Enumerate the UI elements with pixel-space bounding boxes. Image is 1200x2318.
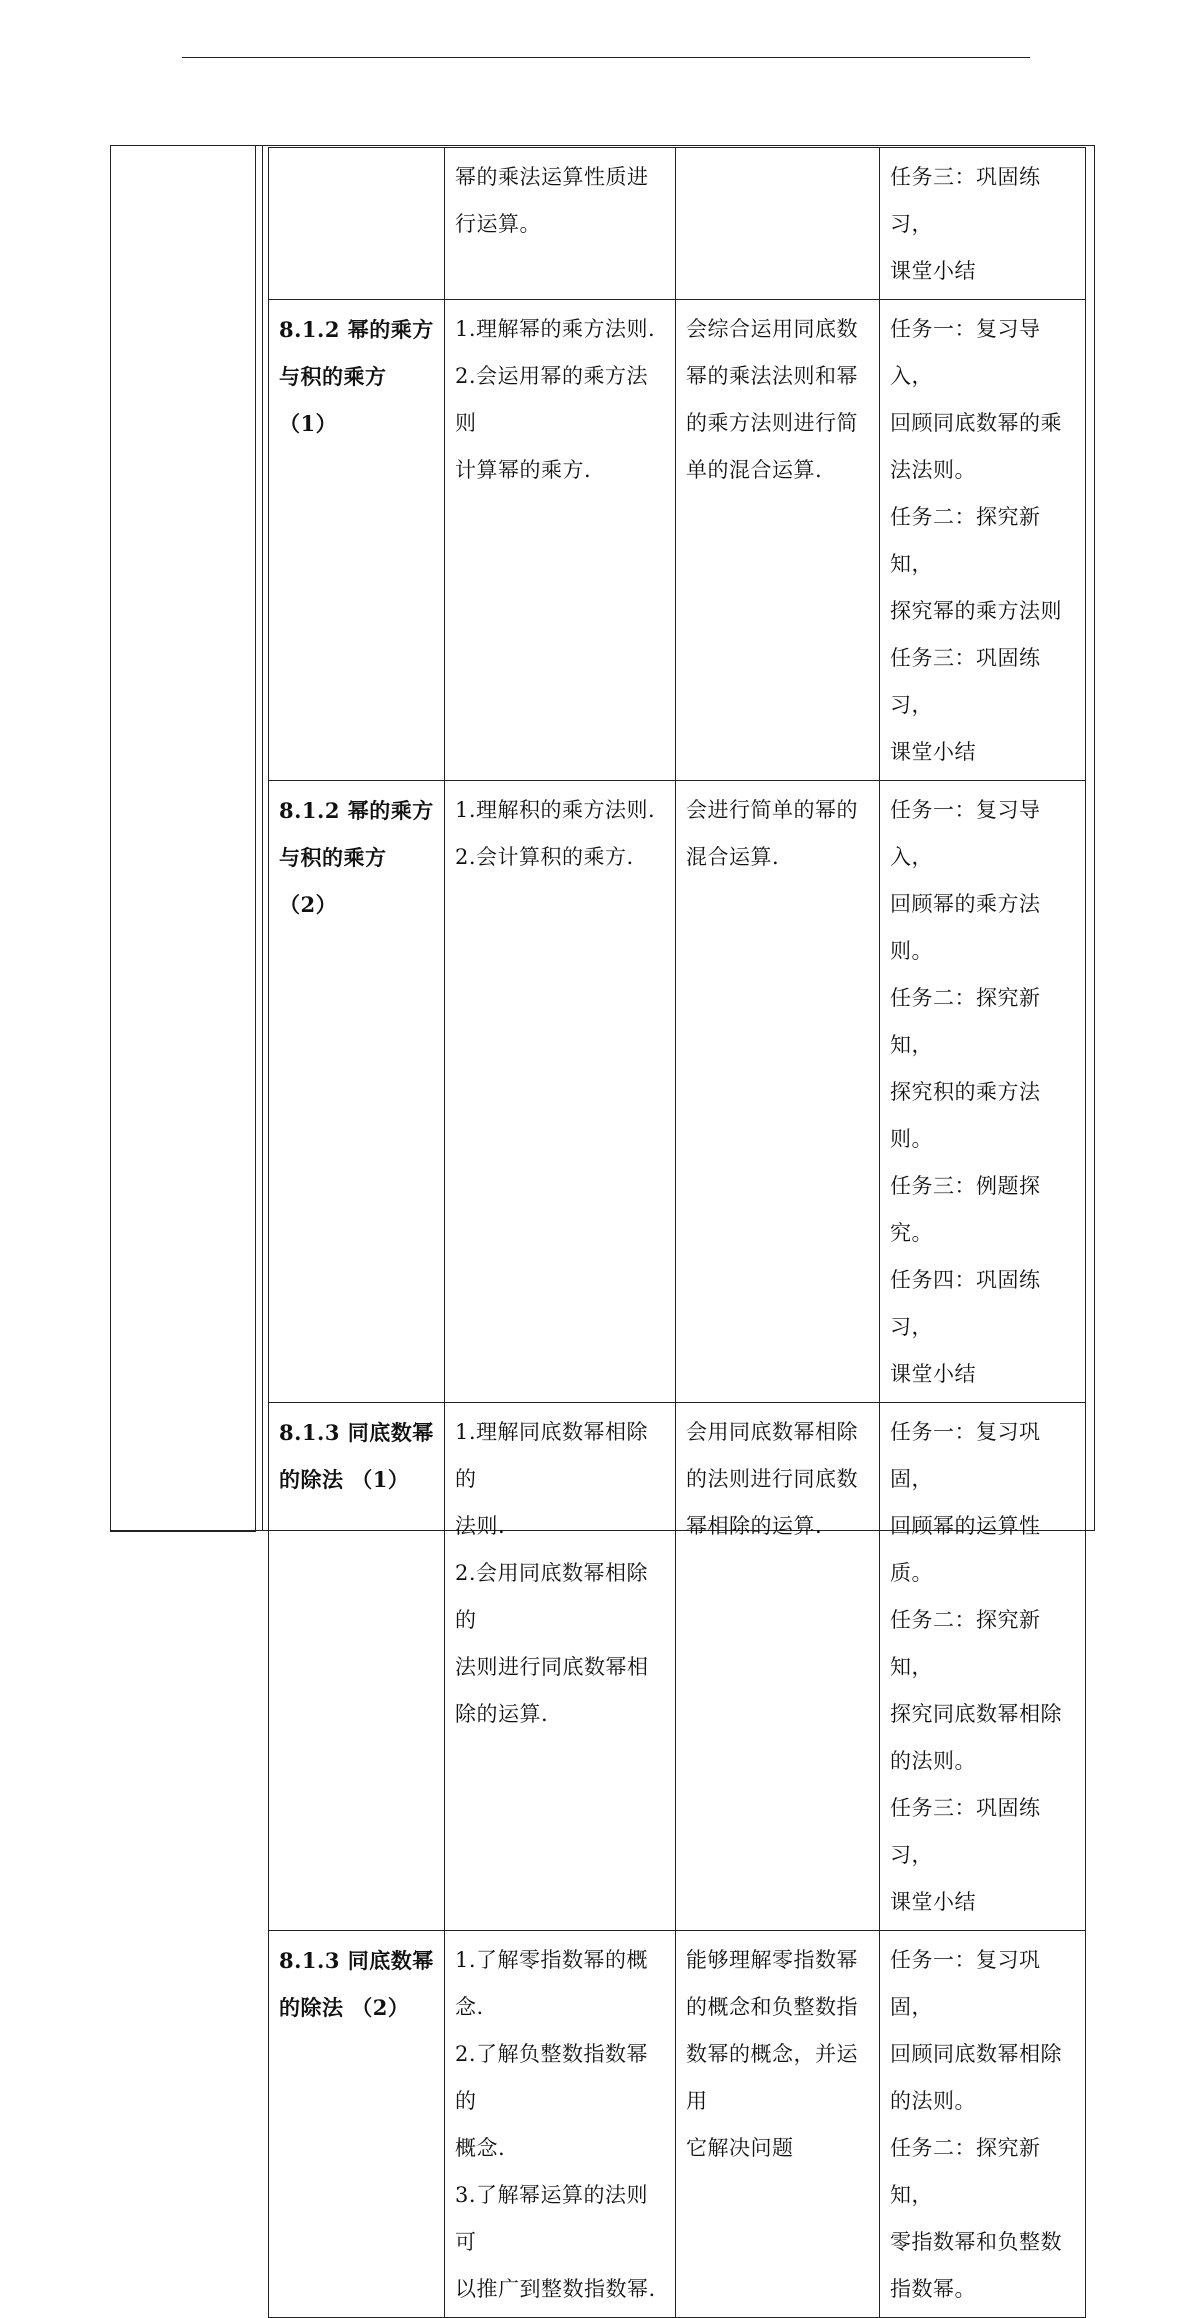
table-row [269, 148, 1086, 300]
cell-line: 1.理解幂的乘方法则. [455, 317, 656, 341]
cell-line: 任务三：巩固练习， [890, 165, 1041, 236]
cell-line: 任务二：探究新知， [890, 986, 1041, 1057]
difficulty-cell [676, 781, 880, 1403]
objectives-cell [445, 1931, 676, 2318]
cell-line: 任务一：复习巩固， [890, 1948, 1041, 2019]
table-frame-divider [255, 145, 256, 1530]
cell-line: 任务三：巩固练习， [890, 1796, 1041, 1867]
cell-line: 会用同底数幂相除 [686, 1420, 858, 1444]
cell-line: 8.1.3 同底数幂 [279, 1948, 434, 1973]
tasks-cell [880, 300, 1086, 781]
cell-line: 课堂小结 [890, 740, 976, 764]
cell-line: 的法则进行同底数 [686, 1467, 858, 1491]
cell-line: 数幂的概念，并运用 [686, 2042, 858, 2113]
cell-line: 探究同底数幂相除 [890, 1702, 1062, 1726]
table-frame-top [110, 145, 1095, 146]
cell-line: 探究积的乘方法则。 [890, 1080, 1041, 1151]
cell-line: 法法则。 [890, 458, 976, 482]
cell-line: 任务三：巩固练习， [890, 646, 1041, 717]
lesson-title-cell [269, 1403, 445, 1931]
cell-line: 的除法 （1） [279, 1467, 410, 1492]
cell-line: 回顾同底数幂的乘 [890, 411, 1062, 435]
cell-line: 探究幂的乘方法则 [890, 599, 1062, 623]
cell-line: 8.1.2 幂的乘方 [279, 317, 434, 342]
cell-line: 课堂小结 [890, 1362, 976, 1386]
table-row [269, 1403, 1086, 1931]
cell-line: 会进行简单的幂的 [686, 798, 858, 822]
cell-line: 任务四：巩固练习， [890, 1268, 1041, 1339]
cell-line: 8.1.3 同底数幂 [279, 1420, 434, 1445]
tasks-cell [880, 1931, 1086, 2318]
cell-line: 回顾幂的运算性质。 [890, 1514, 1041, 1585]
difficulty-cell [676, 148, 880, 300]
cell-line: 2.了解负整数指数幂的 [455, 2042, 649, 2113]
cell-line: 零指数幂和负整数 [890, 2230, 1062, 2254]
table-row [269, 781, 1086, 1403]
header-rule [182, 57, 1030, 58]
table-frame-divider [262, 145, 263, 1530]
cell-line: 任务二：探究新知， [890, 2136, 1041, 2207]
tasks-cell [880, 1403, 1086, 1931]
cell-line: 法则进行同底数幂相 [455, 1655, 649, 1679]
cell-line: 任务一：复习巩固， [890, 1420, 1041, 1491]
cell-line: 除的运算. [455, 1702, 549, 1726]
cell-line: 以推广到整数指数幂. [455, 2277, 656, 2301]
objectives-cell [445, 148, 676, 300]
cell-line: 任务一：复习导入， [890, 798, 1041, 869]
lesson-title-cell [269, 300, 445, 781]
objectives-cell [445, 781, 676, 1403]
difficulty-cell [676, 1403, 880, 1931]
cell-line: 计算幂的乘方. [455, 458, 592, 482]
cell-line: 任务二：探究新知， [890, 1608, 1041, 1679]
lesson-title-cell [269, 781, 445, 1403]
cell-line: 与积的乘方（2） [279, 845, 387, 917]
cell-line: 混合运算. [686, 845, 780, 869]
cell-line: 课堂小结 [890, 1890, 976, 1914]
table-frame-left-column [110, 145, 256, 1532]
cell-line: 2.会运用幂的乘方法则 [455, 364, 649, 435]
cell-line: 的法则。 [890, 2089, 976, 2113]
cell-line: 任务一：复习导入， [890, 317, 1041, 388]
lesson-title-cell [269, 148, 445, 300]
cell-line: 指数幂。 [890, 2277, 976, 2301]
cell-line: 单的混合运算. [686, 458, 823, 482]
cell-line: 1.了解零指数幂的概 [455, 1948, 649, 1972]
cell-line: 幂相除的运算. [686, 1514, 823, 1538]
cell-line: 的概念和负整数指 [686, 1995, 858, 2019]
cell-line: 1.理解积的乘方法则. [455, 798, 656, 822]
cell-line: 幂的乘法法则和幂 [686, 364, 858, 388]
lesson-title-cell [269, 1931, 445, 2318]
cell-line: 与积的乘方（1） [279, 364, 387, 436]
table-row [269, 300, 1086, 781]
cell-line: 回顾幂的乘方法则。 [890, 892, 1041, 963]
cell-line: 幂的乘法运算性质进 [455, 165, 649, 189]
table-frame-right [1094, 145, 1095, 1530]
table-row [269, 1931, 1086, 2318]
cell-line: 念. [455, 1995, 484, 2019]
objectives-cell [445, 300, 676, 781]
objectives-cell [445, 1403, 676, 1931]
cell-line: 8.1.2 幂的乘方 [279, 798, 434, 823]
cell-line: 2.会计算积的乘方. [455, 845, 634, 869]
cell-line: 课堂小结 [890, 259, 976, 283]
cell-line: 的法则。 [890, 1749, 976, 1773]
cell-line: 概念. [455, 2136, 506, 2160]
cell-line: 的除法 （2） [279, 1995, 410, 2020]
cell-line: 回顾同底数幂相除 [890, 2042, 1062, 2066]
difficulty-cell [676, 1931, 880, 2318]
cell-line: 它解决问题 [686, 2136, 794, 2160]
cell-line: 行运算。 [455, 212, 541, 236]
cell-line: 能够理解零指数幂 [686, 1948, 858, 1972]
cell-line: 的乘方法则进行简 [686, 411, 858, 435]
cell-line: 任务三：例题探究。 [890, 1174, 1041, 1245]
difficulty-cell [676, 300, 880, 781]
cell-line: 任务二：探究新知， [890, 505, 1041, 576]
cell-line: 2.会用同底数幂相除的 [455, 1561, 649, 1632]
lesson-plan-table [268, 147, 1086, 2318]
cell-line: 1.理解同底数幂相除的 [455, 1420, 649, 1491]
cell-line: 会综合运用同底数 [686, 317, 858, 341]
cell-line: 3.了解幂运算的法则可 [455, 2183, 649, 2254]
tasks-cell [880, 781, 1086, 1403]
tasks-cell [880, 148, 1086, 300]
cell-line: 法则. [455, 1514, 506, 1538]
